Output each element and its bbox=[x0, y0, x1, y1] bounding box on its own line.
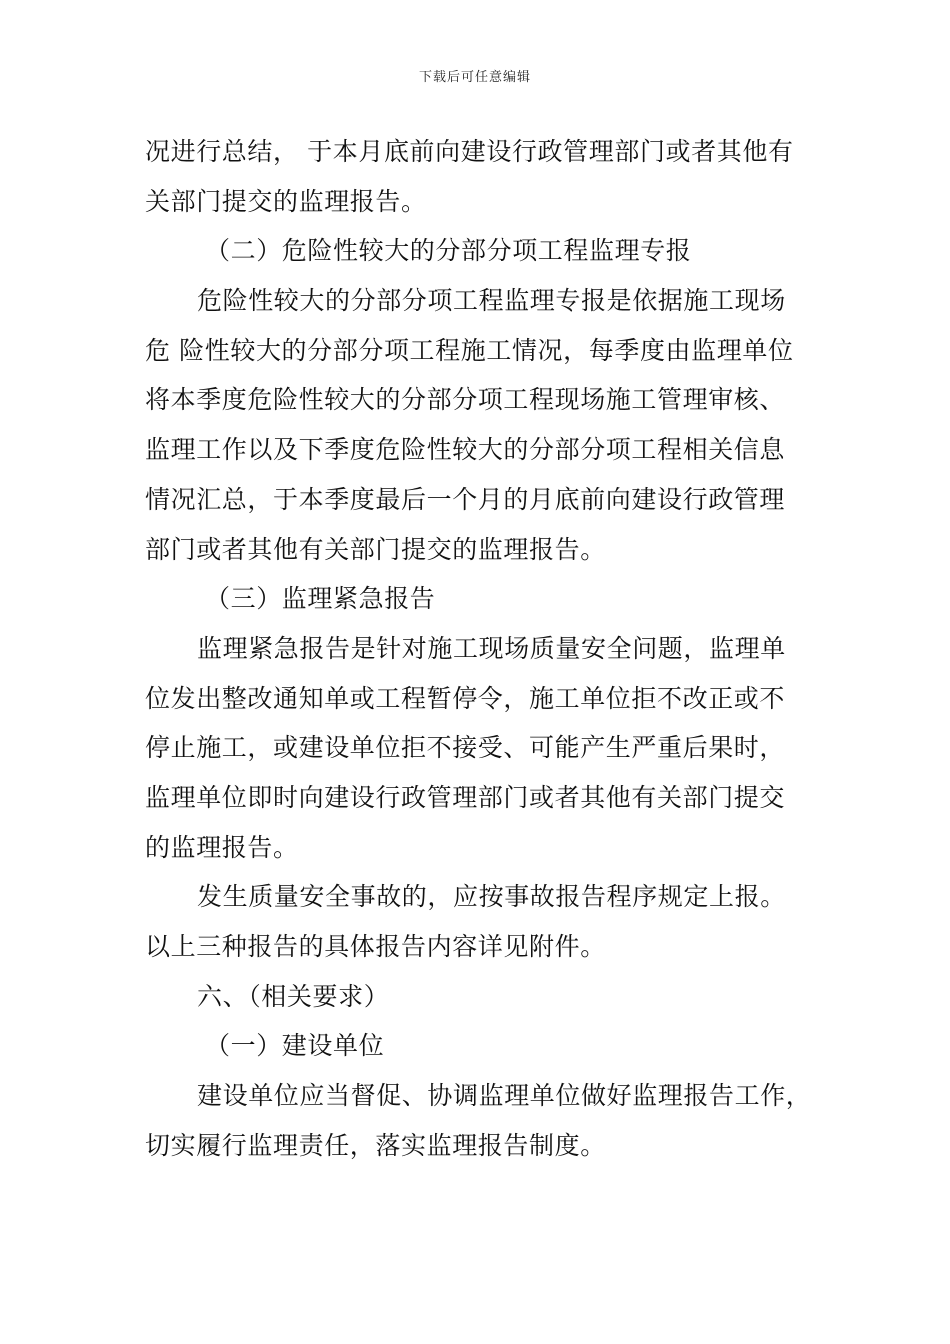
document-body bbox=[145, 127, 810, 1170]
section-heading: （一）建设单位 bbox=[205, 1031, 385, 1061]
section-heading: 六、（相关要求） bbox=[197, 981, 390, 1011]
text-line: 切实履行监理责任，落实监理报告制度。 bbox=[145, 1130, 606, 1160]
text-line: 监理紧急报告是针对施工现场质量安全问题，监理单 bbox=[197, 633, 786, 663]
text-line: 监理工作以及下季度危险性较大的分部分项工程相关信息 bbox=[145, 435, 786, 465]
text-line: 将本季度危险性较大的分部分项工程现场施工管理审核、 bbox=[145, 385, 786, 415]
text-line: 危 险性较大的分部分项工程施工情况，每季度由监理单位 bbox=[145, 335, 794, 365]
section-heading: （二）危险性较大的分部分项工程监理专报 bbox=[205, 236, 692, 266]
text-line: 情况汇总，于本季度最后一个月的月底前向建设行政管理 bbox=[145, 484, 786, 514]
text-line: 停止施工，或建设单位拒不接受、可能产生严重后果时， bbox=[145, 733, 786, 763]
section-heading: （三）监理紧急报告 bbox=[205, 584, 436, 614]
page-header: 下载后可任意编辑 bbox=[418, 70, 531, 85]
text-line: 关部门提交的监理报告。 bbox=[145, 186, 427, 216]
text-line: 监理单位即时向建设行政管理部门或者其他有关部门提交 bbox=[145, 782, 786, 812]
text-line: 况进行总结， 于本月底前向建设行政管理部门或者其他有 bbox=[145, 137, 794, 166]
text-line: 的监理报告。 bbox=[145, 832, 299, 862]
text-line: 以上三种报告的具体报告内容详见附件。 bbox=[145, 932, 606, 961]
text-line: 位发出整改通知单或工程暂停令，施工单位拒不改正或不 bbox=[145, 683, 786, 713]
text-line: 部门或者其他有关部门提交的监理报告。 bbox=[145, 534, 606, 564]
text-line: 危险性较大的分部分项工程监理专报是依据施工现场 bbox=[197, 286, 786, 316]
text-line: 建设单位应当督促、协调监理单位做好监理报告工作， bbox=[197, 1081, 812, 1111]
text-line: 发生质量安全事故的，应按事故报告程序规定上报。 bbox=[197, 882, 786, 912]
